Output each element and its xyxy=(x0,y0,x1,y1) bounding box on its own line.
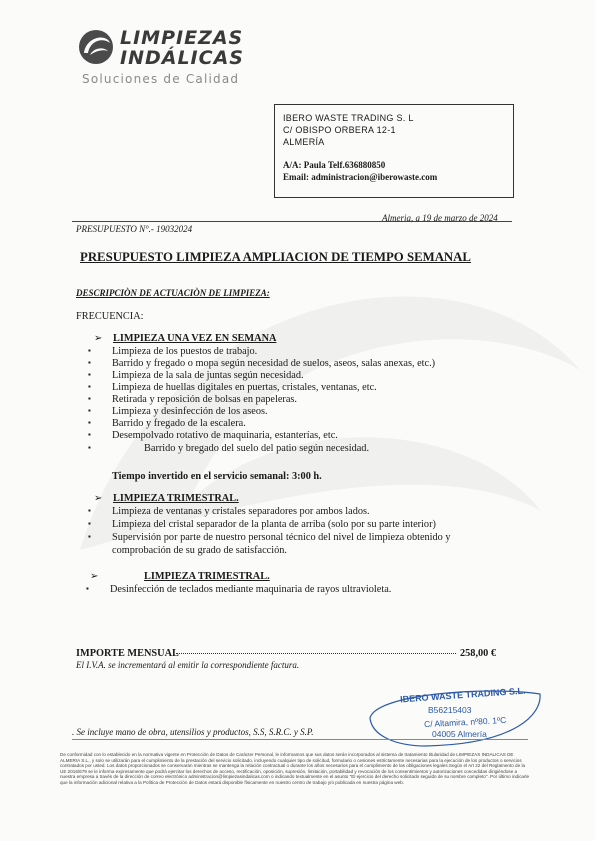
list-item: ▪ Retirada y reposición de bolsas en papeleras. xyxy=(112,394,297,405)
stamp-city: 04005 Almería xyxy=(432,729,487,739)
logo-line-1: LIMPIEZAS xyxy=(120,27,244,49)
list-item: ▪ Limpieza de la sala de juntas según necesidad. xyxy=(112,370,304,381)
list-item: ▪ Limpieza de los puestos de trabajo. xyxy=(112,346,257,357)
list-item: ▪ Limpieza del cristal separador de la planta de arriba (solo por su parte interior) xyxy=(112,519,436,530)
page-title: PRESUPUESTO LIMPIEZA AMPLIACION DE TIEMPO SEMANAL xyxy=(80,250,471,264)
header-divider xyxy=(72,221,512,222)
description-heading: DESCRIPCIÒN DE ACTUACIÒN DE LIMPIEZA: xyxy=(76,288,270,298)
budget-number: PRESUPUESTO N°.- 19032024 xyxy=(76,224,193,234)
arrow-icon: ➢ xyxy=(94,333,103,344)
section-heading-quarterly: LIMPIEZA TRIMESTRAL. xyxy=(113,493,239,504)
bullet-marker: ▪ xyxy=(88,443,91,452)
recipient-city: ALMERÍA xyxy=(283,137,325,147)
list-item: ▪ Limpieza de ventanas y cristales separadores por ambos lados. xyxy=(112,506,370,517)
dotted-leader xyxy=(176,653,456,654)
vat-note: El I.V.A. se incrementará al emitir la correspondiente factura. xyxy=(76,660,300,670)
list-item: ▪ Desempolvado rotativo de maquinaria, estanterías, etc. xyxy=(112,430,338,441)
document-date: Almeria, a 19 de marzo de 2024 xyxy=(382,213,498,223)
recipient-contact: A/A: Paula Telf.636880850 xyxy=(283,160,386,170)
footer-divider xyxy=(72,739,528,740)
list-item: ▪ Limpieza y desinfección de los aseos. xyxy=(112,406,268,417)
recipient-box xyxy=(274,104,514,198)
list-item: ▪ Barrido y fregado de la escalera. xyxy=(112,418,246,429)
arrow-icon: ➢ xyxy=(94,493,103,504)
list-item: comprobación de su grado de satisfacción. xyxy=(112,545,287,556)
logo-line-2: INDÁLICAS xyxy=(120,47,244,69)
section-heading-quarterly-2: LIMPIEZA TRIMESTRAL. xyxy=(144,571,270,582)
frequency-label: FRECUENCIA: xyxy=(76,311,144,322)
list-item: ▪ Desinfección de teclados mediante maquinaria de rayos ultravioleta. xyxy=(110,584,391,595)
privacy-footer: De conformidad con lo establecido en la normativa vigente en Protección de Datos de Carácter Personal, le informamos que sus datos serán incorporados al sistema de tratamiento titularidad de LIMPIEZAS INDALICAS DE ALMERIA S.L., y solo se utilizarán para el cumplimiento de la prestación del servicio solicitado, incluyendo cualquier tipo de solicitud, formulario o cesiones estrictamente necesarias para la ejecución de los productos o servicios contratados por usted. Los datos proporcionados se conservarán mientras se mantenga la relación contractual o durante los años necesarios para el cumplimiento de las obligaciones legales.Según el Art 22 del Reglamento de la UE 2016/679 se le informa expresamente que podrá ejercitar los derechos de acceso, rectificación, oposición, supresión, limitación, portabilidad y revocación de los consentimientos y autorizaciones concedidas dirigiéndose a nuestra empresa a través de la dirección de correo electrónico administracion@limpiezasindalicas.com o indicando textualmente en el asunto "El ejercicio del derecho solicitado seguido de su nombre completo". Por último indicarle que la información adicional relativa a la Política de Protección de Datos estará disponible físicamente en nuestro centro de trabajo y/o publicada en nuestra página web. xyxy=(60,752,530,785)
monthly-label: IMPORTE MENSUAL xyxy=(76,648,179,659)
logo-tagline: Soluciones de Calidad xyxy=(82,72,240,86)
recipient-company: IBERO WASTE TRADING S. L xyxy=(283,113,414,123)
logo-icon xyxy=(76,27,116,67)
stamp-address: C/ Altamira, nº80. 1ºC xyxy=(423,714,507,730)
recipient-street: C/ OBISPO ORBERA 12-1 xyxy=(283,125,396,135)
arrow-icon: ➢ xyxy=(90,571,99,582)
stamp-cif: B56215403 xyxy=(428,705,472,715)
section-heading-weekly: LIMPIEZA UNA VEZ EN SEMANA xyxy=(113,333,277,344)
stamp-name: IBERO WASTE TRADING S.L. xyxy=(399,685,526,705)
list-item: ▪ Supervisión por parte de nuestro personal técnico del nivel de limpieza obtenido y xyxy=(112,532,451,543)
recipient-email: Email: administracion@iberowaste.com xyxy=(283,172,438,182)
includes-note: . Se incluye mano de obra, utensilios y productos, S.S, S.R.C. y S.P. xyxy=(72,727,314,737)
list-item: Barrido y bregado del suelo del patio según necesidad. xyxy=(144,443,370,454)
monthly-amount: 258,00 € xyxy=(460,648,497,659)
weekly-time: Tiempo invertido en el servicio semanal: 3:00 h. xyxy=(112,471,322,482)
list-item: ▪ Barrido y fregado o mopa según necesidad de suelos, aseos, salas anexas, etc.) xyxy=(112,358,435,369)
list-item: ▪ Limpieza de huellas digitales en puertas, cristales, ventanas, etc. xyxy=(112,382,377,393)
